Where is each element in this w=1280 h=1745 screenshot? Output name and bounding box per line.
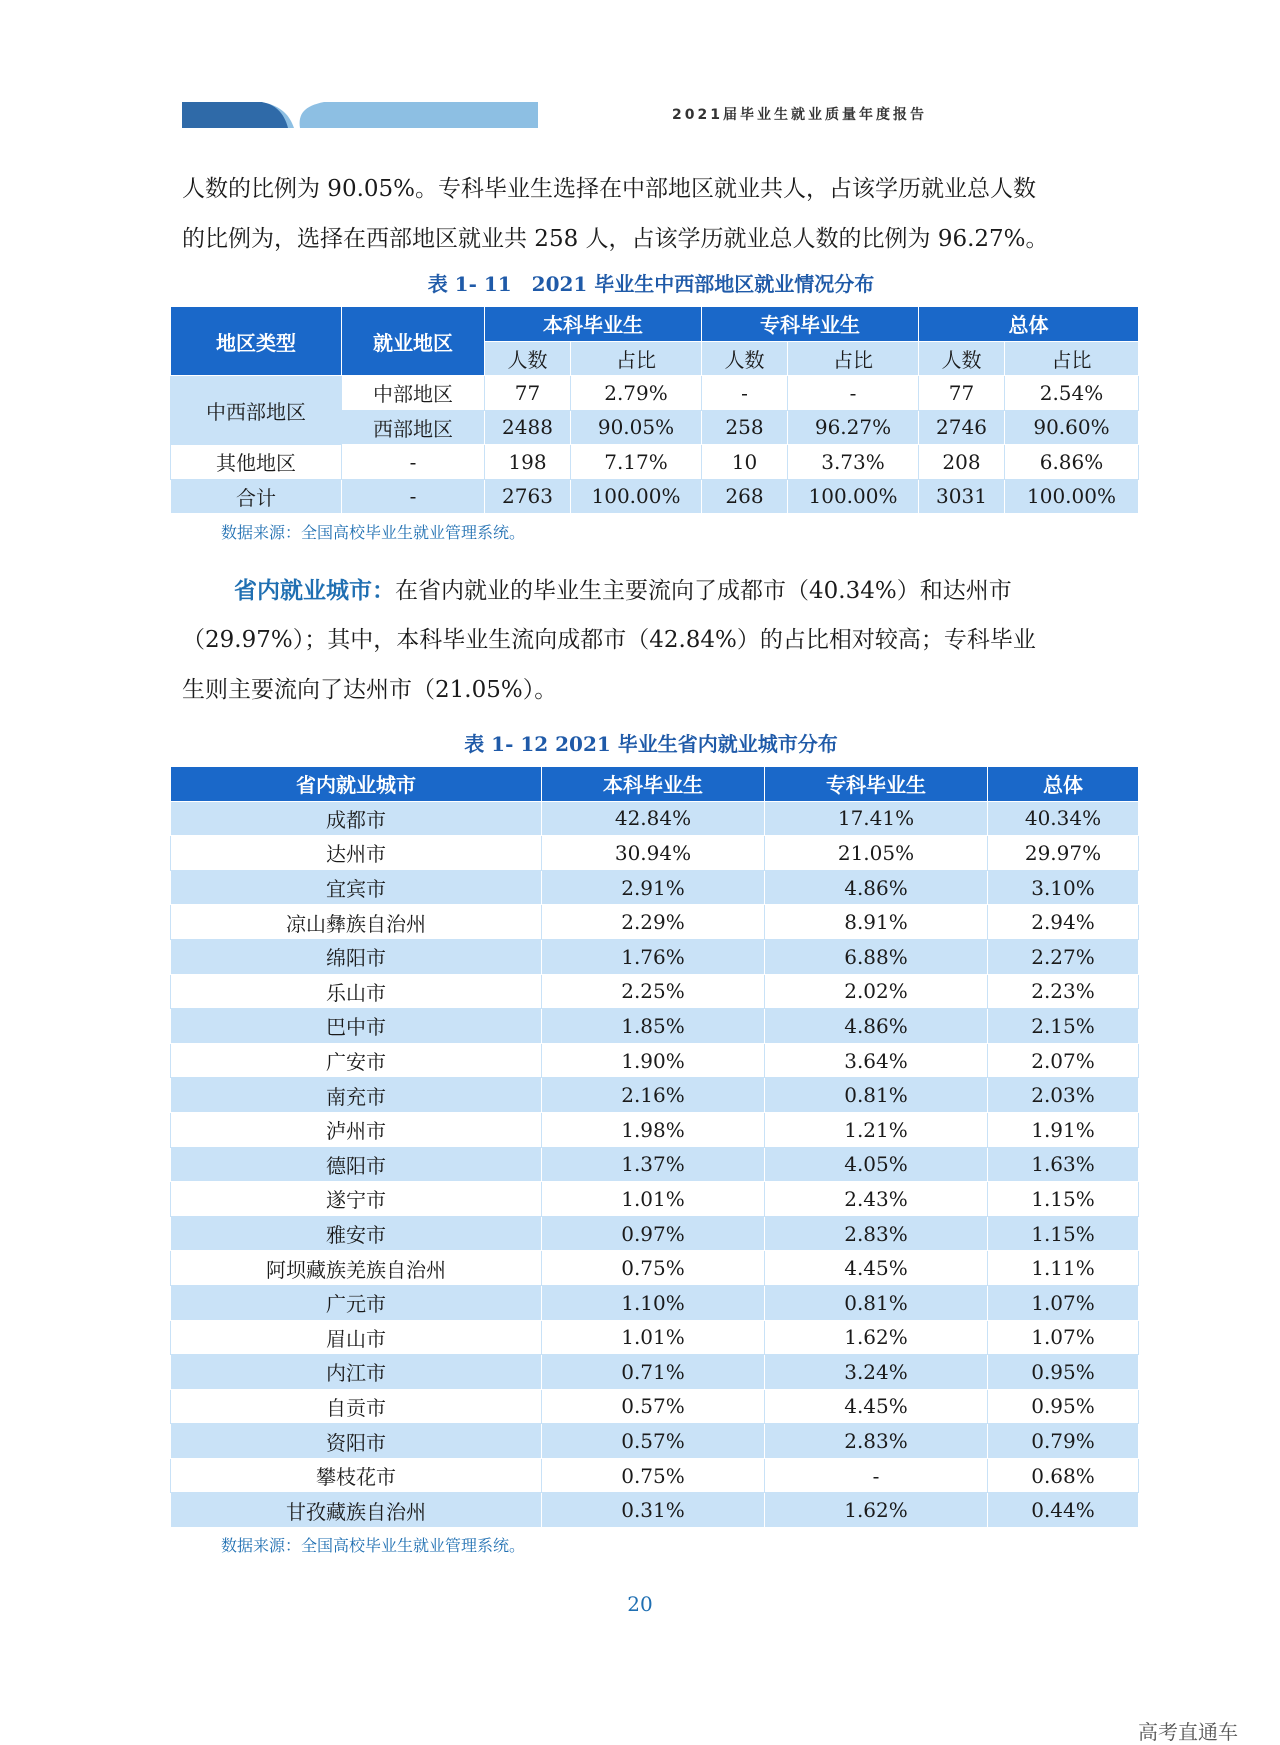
cell-value: 2763	[485, 479, 571, 514]
table-row	[171, 1112, 1139, 1147]
cell-value: 1.62%	[765, 1493, 988, 1528]
cell-value: 3031	[919, 479, 1005, 514]
table-row	[171, 445, 1139, 480]
subheader-share: 占比	[1005, 341, 1139, 376]
header-banner	[182, 102, 538, 128]
cell-value: 2.25%	[542, 974, 765, 1009]
cell-value: 2.43%	[765, 1182, 988, 1217]
table1-caption: 表 1- 11 2021 毕业生中西部地区就业情况分布	[427, 272, 875, 296]
cell-value: 2.15%	[988, 1009, 1139, 1044]
cell-value: 1.07%	[988, 1320, 1139, 1355]
table-row	[171, 939, 1139, 974]
cell-value: 1.63%	[988, 1147, 1139, 1182]
cell-group-label: 中西部地区	[171, 376, 342, 445]
paragraph-line: 生则主要流向了达州市（21.05%）。	[182, 677, 558, 703]
cell-value: 42.84%	[542, 801, 765, 836]
cell-value: 6.86%	[1005, 445, 1139, 480]
cell-value: 4.86%	[765, 1009, 988, 1044]
cell-value: 100.00%	[788, 479, 919, 514]
subheader-count: 人数	[919, 341, 1005, 376]
cell-value: 3.10%	[988, 870, 1139, 905]
cell-city: 遂宁市	[171, 1182, 542, 1217]
cell-value: 30.94%	[542, 836, 765, 871]
cell-region: -	[342, 479, 485, 514]
cell-value: 2.94%	[988, 905, 1139, 940]
cell-city: 广元市	[171, 1285, 542, 1320]
cell-value: 208	[919, 445, 1005, 480]
cell-city: 雅安市	[171, 1216, 542, 1251]
table-row	[171, 1320, 1139, 1355]
cell-value: -	[788, 376, 919, 411]
cell-value: 0.31%	[542, 1493, 765, 1528]
cell-value: 0.44%	[988, 1493, 1139, 1528]
paragraph-lead: 省内就业城市：	[234, 577, 395, 604]
header-overall: 总体	[988, 767, 1139, 802]
cell-value: 2.07%	[988, 1043, 1139, 1078]
table-row	[171, 1043, 1139, 1078]
cell-value: 2.16%	[542, 1078, 765, 1113]
cell-city: 泸州市	[171, 1112, 542, 1147]
cell-value: 1.01%	[542, 1182, 765, 1217]
cell-city: 巴中市	[171, 1009, 542, 1044]
header-employment-region: 就业地区	[342, 307, 485, 376]
cell-value: 0.71%	[542, 1355, 765, 1390]
cell-value: 77	[485, 376, 571, 411]
header-city: 省内就业城市	[171, 767, 542, 802]
subheader-share: 占比	[788, 341, 919, 376]
cell-value: 1.90%	[542, 1043, 765, 1078]
subheader-count: 人数	[702, 341, 788, 376]
cell-value: 2.27%	[988, 939, 1139, 974]
cell-value: -	[702, 376, 788, 411]
cell-value: 4.05%	[765, 1147, 988, 1182]
watermark-text: 高考直通车	[1138, 1720, 1238, 1744]
banner-dark-segment	[182, 102, 288, 128]
table2-caption: 表 1- 12 2021 毕业生省内就业城市分布	[464, 732, 838, 756]
paragraph-line: 的比例为，选择在西部地区就业共 258 人，占该学历就业总人数的比例为 96.27%。	[182, 226, 1049, 252]
cell-value: 100.00%	[571, 479, 702, 514]
cell-value: 1.07%	[988, 1285, 1139, 1320]
cell-value: 2746	[919, 410, 1005, 445]
cell-value: 2.79%	[571, 376, 702, 411]
cell-value: 100.00%	[1005, 479, 1139, 514]
cell-value: 268	[702, 479, 788, 514]
subheader-count: 人数	[485, 341, 571, 376]
table2-body	[171, 801, 1139, 1527]
table-row	[171, 1078, 1139, 1113]
table1-header-row	[171, 307, 1139, 342]
cell-value: 1.98%	[542, 1112, 765, 1147]
cell-value: 1.62%	[765, 1320, 988, 1355]
table-row	[171, 1216, 1139, 1251]
cell-city: 宜宾市	[171, 870, 542, 905]
cell-value: 0.75%	[542, 1251, 765, 1286]
table-row	[171, 905, 1139, 940]
header-undergrad: 本科毕业生	[485, 307, 702, 342]
cell-value: 1.11%	[988, 1251, 1139, 1286]
cell-value: 3.64%	[765, 1043, 988, 1078]
cell-city: 内江市	[171, 1355, 542, 1390]
cell-city: 南充市	[171, 1078, 542, 1113]
cell-value: 8.91%	[765, 905, 988, 940]
cell-value: 40.34%	[988, 801, 1139, 836]
cell-city: 绵阳市	[171, 939, 542, 974]
cell-value: 4.45%	[765, 1251, 988, 1286]
cell-value: 2.03%	[988, 1078, 1139, 1113]
cell-city: 甘孜藏族自治州	[171, 1493, 542, 1528]
table-row	[171, 1009, 1139, 1044]
cell-value: 4.86%	[765, 870, 988, 905]
cell-region: 中部地区	[342, 376, 485, 411]
table-row	[171, 1389, 1139, 1424]
cell-value: 258	[702, 410, 788, 445]
cell-city: 凉山彝族自治州	[171, 905, 542, 940]
cell-value: 29.97%	[988, 836, 1139, 871]
paragraph-text: 在省内就业的毕业生主要流向了成都市（40.34%）和达州市	[395, 578, 1012, 604]
cell-value: 2.29%	[542, 905, 765, 940]
cell-city: 资阳市	[171, 1424, 542, 1459]
cell-value: 17.41%	[765, 801, 988, 836]
cell-value: 2.83%	[765, 1216, 988, 1251]
table-row	[171, 1355, 1139, 1390]
cell-value: 0.97%	[542, 1216, 765, 1251]
cell-city: 阿坝藏族羌族自治州	[171, 1251, 542, 1286]
cell-value: 1.76%	[542, 939, 765, 974]
cell-value: 3.73%	[788, 445, 919, 480]
cell-region: 西部地区	[342, 410, 485, 445]
cell-value: 1.37%	[542, 1147, 765, 1182]
cell-city: 广安市	[171, 1043, 542, 1078]
cell-type: 合计	[171, 479, 342, 514]
cell-value: 77	[919, 376, 1005, 411]
table-row	[171, 479, 1139, 514]
cell-value: 0.81%	[765, 1285, 988, 1320]
cell-value: 3.24%	[765, 1355, 988, 1390]
header-undergrad: 本科毕业生	[542, 767, 765, 802]
table-row	[171, 836, 1139, 871]
cell-value: 0.68%	[988, 1458, 1139, 1493]
cell-city: 攀枝花市	[171, 1458, 542, 1493]
table-row	[171, 974, 1139, 1009]
paragraph-line: 人数的比例为 90.05%。专科毕业生选择在中部地区就业共人，占该学历就业总人数	[182, 176, 1037, 202]
cell-value: 21.05%	[765, 836, 988, 871]
cell-value: 2.23%	[988, 974, 1139, 1009]
cell-city: 乐山市	[171, 974, 542, 1009]
cell-value: 0.95%	[988, 1355, 1139, 1390]
cell-value: 2.02%	[765, 974, 988, 1009]
cell-value: 2488	[485, 410, 571, 445]
page-number: 20	[627, 1592, 653, 1616]
header-junior: 专科毕业生	[765, 767, 988, 802]
paragraph-line	[182, 565, 1164, 617]
cell-value: 1.91%	[988, 1112, 1139, 1147]
cell-value: 90.60%	[1005, 410, 1139, 445]
cell-value: 2.83%	[765, 1424, 988, 1459]
cell-region: -	[342, 445, 485, 480]
cell-value: 0.57%	[542, 1424, 765, 1459]
cell-city: 达州市	[171, 836, 542, 871]
table-row	[171, 1251, 1139, 1286]
cell-value: 1.10%	[542, 1285, 765, 1320]
table-row	[171, 1493, 1139, 1528]
paragraph-line: （29.97%）；其中，本科毕业生流向成都市（42.84%）的占比相对较高；专科毕业	[182, 627, 1036, 653]
cell-value: 0.75%	[542, 1458, 765, 1493]
cell-value: -	[765, 1458, 988, 1493]
cell-value: 7.17%	[571, 445, 702, 480]
subheader-share: 占比	[571, 341, 702, 376]
table-row	[171, 376, 1139, 411]
cell-value: 0.57%	[542, 1389, 765, 1424]
report-header-title: 2021届毕业生就业质量年度报告	[672, 107, 927, 123]
city-employment-table	[170, 766, 1139, 1528]
table2-header-row	[171, 767, 1139, 802]
cell-value: 1.15%	[988, 1216, 1139, 1251]
table-row	[171, 801, 1139, 836]
cell-value: 0.79%	[988, 1424, 1139, 1459]
table-row	[171, 1147, 1139, 1182]
regional-employment-table	[170, 306, 1139, 514]
header-region-type: 地区类型	[171, 307, 342, 376]
cell-value: 0.95%	[988, 1389, 1139, 1424]
table-row	[171, 1285, 1139, 1320]
cell-value: 198	[485, 445, 571, 480]
table-row	[171, 1424, 1139, 1459]
cell-type: 其他地区	[171, 445, 342, 480]
cell-city: 眉山市	[171, 1320, 542, 1355]
table-row	[171, 870, 1139, 905]
cell-value: 6.88%	[765, 939, 988, 974]
header-overall: 总体	[919, 307, 1139, 342]
cell-value: 1.15%	[988, 1182, 1139, 1217]
cell-value: 2.54%	[1005, 376, 1139, 411]
cell-value: 90.05%	[571, 410, 702, 445]
table-row	[171, 1458, 1139, 1493]
cell-value: 2.91%	[542, 870, 765, 905]
cell-value: 1.85%	[542, 1009, 765, 1044]
cell-city: 成都市	[171, 801, 542, 836]
cell-value: 0.81%	[765, 1078, 988, 1113]
header-junior: 专科毕业生	[702, 307, 919, 342]
cell-value: 10	[702, 445, 788, 480]
cell-value: 1.21%	[765, 1112, 988, 1147]
table-row	[171, 1182, 1139, 1217]
table1-source-note: 数据来源：全国高校毕业生就业管理系统。	[221, 523, 526, 542]
table2-source-note: 数据来源：全国高校毕业生就业管理系统。	[221, 1536, 526, 1555]
cell-city: 德阳市	[171, 1147, 542, 1182]
cell-value: 4.45%	[765, 1389, 988, 1424]
cell-city: 自贡市	[171, 1389, 542, 1424]
cell-value: 96.27%	[788, 410, 919, 445]
cell-value: 1.01%	[542, 1320, 765, 1355]
